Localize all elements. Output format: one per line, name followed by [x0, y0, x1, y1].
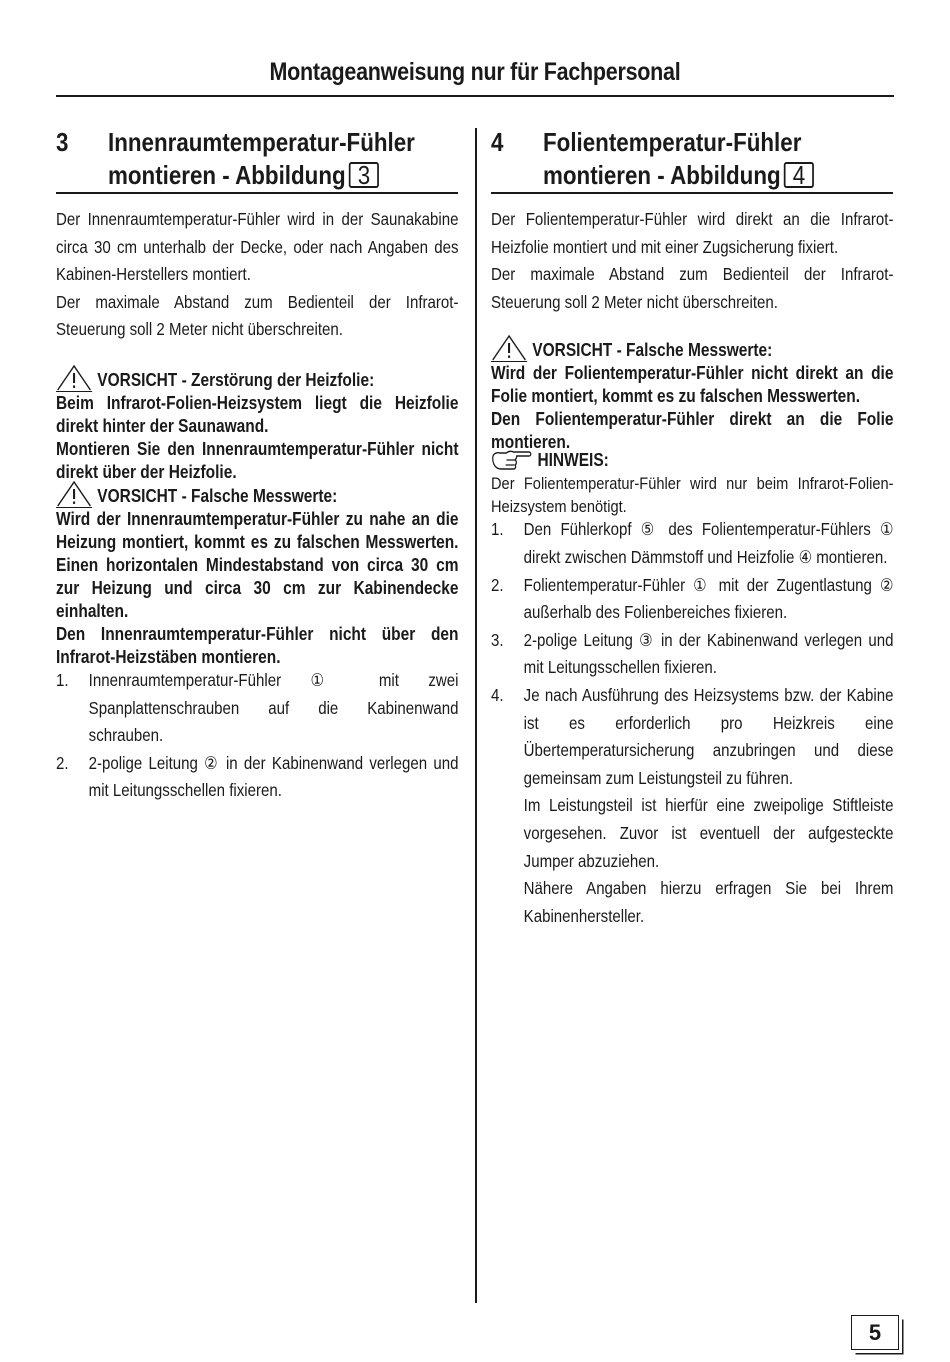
caution-text: Wird der Innenraumtemperatur-Fühler zu nahe an die Heizung montiert, kommt es zu falschen Messwerten. Einen horizontalen Mindestabstand von circa 30 cm zur Heizung und circa 30 cm zur Kabinendecke einhalten.: [56, 508, 459, 621]
section-title: [108, 126, 469, 192]
intro-paragraph: Der maximale Abstand zum Bedienteil der Infrarot-Steuerung soll 2 Meter nicht überschreiten.: [56, 291, 459, 340]
list-item: 1. Den Fühlerkopf ⑤ des Folientemperatur-Fühlers ① direkt zwischen Dämmstoff und Heizfolie ④ montieren.: [491, 519, 894, 567]
section-title-line2: montieren - Abbildung: [543, 160, 781, 190]
section-number: 3: [56, 127, 69, 157]
section-3-heading: [56, 126, 458, 194]
list-item: 3. 2-polige Leitung ③ in der Kabinenwand verlegen und mit Leitungsschellen fixieren.: [491, 629, 894, 678]
list-item: 1. Innenraumtemperatur-Fühler ① mit zwei Spanplattenschrauben auf die Kabinenwand schrauben.: [56, 669, 459, 746]
caution-heading: VORSICHT - Falsche Messwerte:: [532, 340, 773, 361]
intro-paragraph: Der Folientemperatur-Fühler wird direkt an die Infrarot-Heizfolie montiert und mit einer Zugsicherung fixiert.: [491, 209, 894, 257]
step-list: [491, 516, 893, 930]
column-divider: [475, 128, 477, 1303]
header-rule: [56, 95, 894, 97]
caution-text: Montieren Sie den Innenraumtemperatur-Fühler nicht direkt über der Heizfolie.: [56, 438, 459, 482]
pointing-hand-icon: [491, 448, 532, 472]
warning-triangle-icon: [56, 480, 92, 508]
step-text: Je nach Ausführung des Heizsystems bzw. der Kabine ist es erforderlich pro Heizkreis eine Übertemperatursicherung anzubringen und diese gemeinsam zum Leistungsteil zu führen.: [523, 684, 894, 788]
caution-text: Beim Infrarot-Folien-Heizsystem liegt die Heizfolie direkt hinter der Saunawand.: [56, 392, 459, 436]
hint-heading: HINWEIS:: [537, 450, 609, 471]
caution-heading: VORSICHT - Zerstörung der Heizfolie:: [97, 369, 375, 390]
step-list: [56, 667, 458, 805]
section-number: 4: [491, 127, 504, 157]
caution-block: [56, 364, 458, 484]
section-title-line1: Folientemperatur-Fühler: [543, 127, 802, 157]
section-4-column: [491, 126, 893, 948]
warning-triangle-icon: [56, 364, 92, 392]
hint-text: Der Folientemperatur-Fühler wird nur beim Infrarot-Folien-Heizsystem benötigt.: [491, 474, 894, 517]
section-intro: [491, 206, 893, 316]
figure-reference-box: 4: [784, 162, 814, 188]
caution-heading: VORSICHT - Falsche Messwerte:: [97, 485, 338, 506]
caution-block: [491, 334, 893, 454]
hint-block: [491, 448, 893, 518]
section-title-line2: montieren - Abbildung: [108, 160, 346, 190]
caution-text: Den Innenraumtemperatur-Fühler nicht über den Infrarot-Heizstäben montieren.: [56, 623, 459, 667]
intro-paragraph: Der maximale Abstand zum Bedienteil der Infrarot-Steuerung soll 2 Meter nicht überschreiten.: [491, 264, 894, 312]
page-number: 5: [851, 1315, 899, 1350]
section-title: [543, 126, 904, 192]
caution-text: Den Folientemperatur-Fühler direkt an die Folie montieren.: [491, 409, 894, 453]
figure-reference-box: 3: [349, 162, 379, 188]
list-item: 2. Folientemperatur-Fühler ① mit der Zugentlastung ② außerhalb des Folienbereiches fixieren.: [491, 574, 894, 623]
caution-text: Wird der Folientemperatur-Fühler nicht direkt an die Folie montiert, kommt es zu falschen Messwerten.: [491, 363, 894, 407]
step-text: Nähere Angaben hierzu erfragen Sie bei Ihrem Kabinenhersteller.: [523, 878, 894, 926]
section-4-heading: [491, 126, 893, 194]
list-item: 2. 2-polige Leitung ② in der Kabinenwand verlegen und mit Leitungsschellen fixieren.: [56, 752, 459, 801]
step-text: Im Leistungsteil ist hierfür eine zweipolige Stiftleiste vorgesehen. Zuvor ist eventuell der aufgesteckte Jumper abzuziehen.: [523, 795, 894, 871]
warning-triangle-icon: [491, 334, 527, 362]
section-intro: [56, 206, 458, 344]
section-title-line1: Innenraumtemperatur-Fühler: [108, 127, 415, 157]
page-header-title: Montageanweisung nur für Fachpersonal: [269, 58, 681, 86]
section-3-column: [56, 126, 458, 822]
caution-block: [56, 480, 458, 669]
intro-paragraph: Der Innenraumtemperatur-Fühler wird in der Saunakabine circa 30 cm unterhalb der Decke, oder nach Angaben des Kabinen-Herstellers montiert.: [56, 209, 459, 285]
list-item: 4. Je nach Ausführung des Heizsystems bzw. der Kabine ist es erforderlich pro Heizkreis eine Übertemperatursicherung anzubringen und diese gemeinsam zum Leistungsteil zu führen. Im Leistungsteil ist hierfür eine zweipolige Stiftleiste vorgesehen. Zuvor ist eventuell der aufgesteckte Jumper abzuziehen. Nähere Angaben hierzu erfragen Sie bei Ihrem Kabinenhersteller.: [491, 682, 893, 930]
